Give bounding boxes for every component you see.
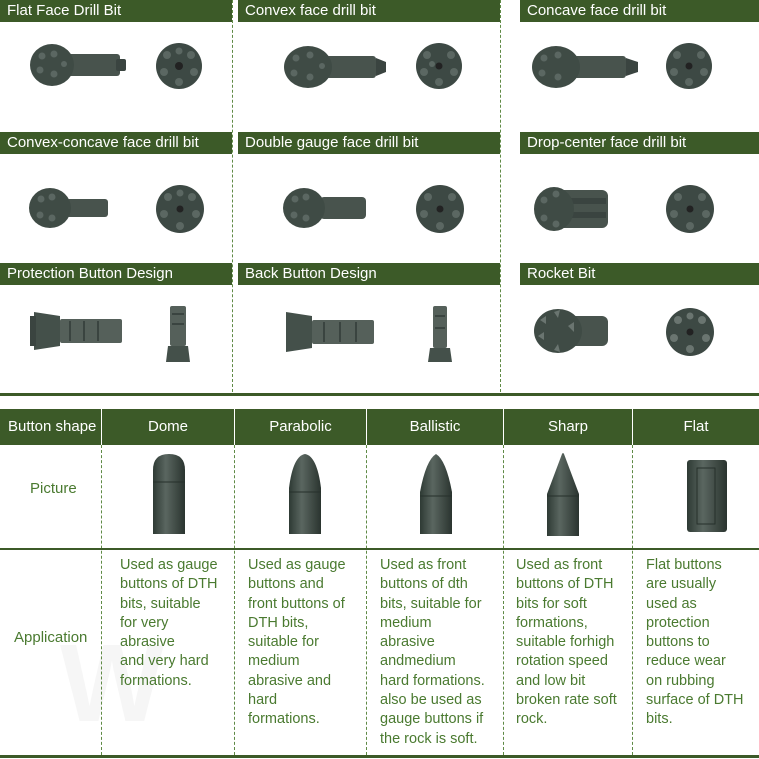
header-divider [632,413,633,441]
column-divider [632,445,633,755]
text-line: suitable for [248,634,319,651]
drill-bit-face-image [414,42,464,90]
text-line: medium [380,614,432,631]
text-line: buttons to [646,634,710,651]
text-line: rotation speed [516,653,608,670]
text-line: medium [248,653,300,670]
text-line: andmedium [380,653,456,670]
drill-bit-side-image [282,308,377,356]
drill-bit-face-image [154,184,206,234]
text-line: DTH bits, [248,614,309,631]
text-line: formations. [248,711,320,728]
text-line: buttons and [248,576,324,593]
drill-bit-face-image [154,42,204,90]
text-line: Used as front [516,557,603,573]
drill-bit-side-image [530,44,645,90]
text-line: broken rate soft [516,692,617,709]
drill-bit-side-image [282,186,372,230]
text-line: hard formations. [380,672,485,689]
table-header-parabolic: Parabolic [235,409,366,445]
text-line: front buttons of [248,595,345,612]
bit-type-header: Convex face drill bit [238,0,500,22]
flat-application-text [646,556,758,730]
bit-type-header: Double gauge face drill bit [238,132,500,154]
parabolic-button-image [287,452,323,536]
header-divider [234,413,235,441]
table-header-dome: Dome [102,409,234,445]
section-divider [0,393,759,396]
bit-type-header: Drop-center face drill bit [520,132,759,154]
text-line: Used as gauge [120,557,218,573]
text-line: surface of DTH [646,692,744,709]
header-divider [503,413,504,441]
bit-type-header: Back Button Design [238,263,500,285]
text-line: Flat buttons [646,557,722,573]
text-line: protection [646,614,710,631]
text-line: abrasive [380,634,435,651]
text-line: buttons of dth [380,576,468,593]
sharp-button-image [545,450,581,538]
text-line: the rock is soft. [380,730,478,747]
table-header-label: Button shape [0,409,101,445]
text-line: abrasive [120,634,175,651]
text-line: bits for soft [516,595,587,612]
drill-bit-side-image [30,306,125,356]
column-divider [503,445,504,755]
text-line: are usually [646,576,717,593]
header-divider [101,413,102,441]
bit-type-header: Convex-concave face drill bit [0,132,232,154]
text-line: Used as front [380,557,467,573]
column-divider [366,445,367,755]
table-header-ballistic: Ballistic [367,409,503,445]
text-line: on rubbing [646,672,715,689]
bit-type-header: Rocket Bit [520,263,759,285]
table-header-flat: Flat [633,409,759,445]
drill-bit-top-image [164,306,192,364]
header-divider [366,413,367,441]
text-line: Used as gauge [248,557,346,573]
text-line: formations, [516,614,588,631]
drill-bit-face-image [664,42,714,90]
flat-button-image [685,456,729,534]
drill-bit-side-image [28,186,118,230]
column-divider [232,0,233,392]
drill-bit-face-image [414,184,466,234]
drill-bit-face-image [664,184,716,234]
text-line: and low bit [516,672,586,689]
text-line: and very hard [120,653,209,670]
text-line: bits, suitable for [380,595,482,612]
row-divider [0,548,759,550]
table-bottom-border [0,755,759,758]
text-line: rock. [516,711,548,728]
ballistic-button-image [418,452,454,536]
application-row-label: Application [14,629,88,646]
text-line: buttons of DTH [516,576,614,593]
drill-bit-side-image [282,44,392,90]
table-header-sharp: Sharp [504,409,632,445]
drill-bit-side-image [28,42,128,88]
text-line: also be used as [380,692,482,709]
bit-type-header: Flat Face Drill Bit [0,0,232,22]
text-line: gauge buttons if [380,711,484,728]
sharp-application-text [516,556,632,730]
text-line: reduce wear [646,653,726,670]
text-line: bits, suitable [120,595,201,612]
text-line: suitable forhigh [516,634,615,651]
bit-type-header: Concave face drill bit [520,0,759,22]
column-divider [101,445,102,755]
text-line: hard [248,692,278,709]
text-line: buttons of DTH [120,576,218,593]
column-divider [500,0,501,392]
dome-application-text [120,556,232,691]
drill-bit-top-image [426,306,454,364]
column-divider [234,445,235,755]
drill-bit-side-image [532,184,612,234]
text-line: abrasive and [248,672,332,689]
ballistic-application-text [380,556,502,749]
text-line: formations. [120,672,192,689]
drill-bit-face-image [664,306,716,358]
dome-button-image [151,452,187,536]
text-line: used as [646,595,697,612]
drill-bit-side-image [532,306,612,356]
text-line: bits. [646,711,673,728]
picture-row-label: Picture [30,480,77,497]
text-line: for very [120,614,169,631]
bit-type-header: Protection Button Design [0,263,232,285]
parabolic-application-text [248,556,364,730]
